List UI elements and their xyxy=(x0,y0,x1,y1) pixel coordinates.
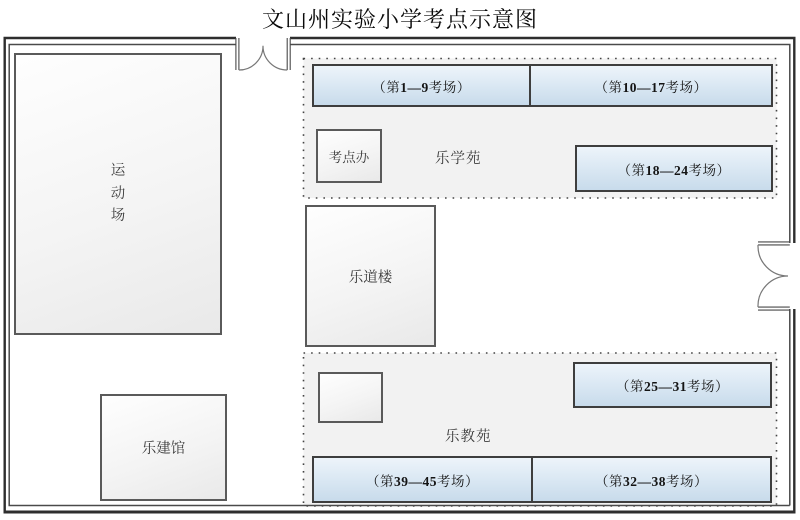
right-gate-lower-door-leaf xyxy=(758,307,790,310)
exam-rooms-39-45 xyxy=(312,456,533,503)
exam-rooms-25-31 xyxy=(573,362,772,408)
exam-rooms-18-24-label: （第18—24考场） xyxy=(617,162,731,178)
exam-rooms-32-38-label: （第32—38考场） xyxy=(595,473,708,489)
building-kaodian-office xyxy=(316,129,382,183)
building-lejian xyxy=(100,394,227,501)
building-ledao-label: 乐道楼 xyxy=(348,269,393,286)
right-gate-swing-arcs xyxy=(758,245,788,307)
building-small-unlabeled xyxy=(318,372,383,423)
top-gate-left-door-leaf xyxy=(236,38,239,70)
page-title: 文山州实验小学考点示意图 xyxy=(261,7,538,32)
building-sports-field-label: 运动场 xyxy=(110,163,126,225)
right-gate-upper-door-leaf xyxy=(758,242,790,245)
exam-rooms-25-31-label: （第25—31考场） xyxy=(616,379,729,394)
building-lejian-label: 乐建馆 xyxy=(141,441,186,457)
zone-lejiaoyuan-label: 乐教苑 xyxy=(445,429,492,445)
zone-lexueyuan-label: 乐学苑 xyxy=(435,151,482,167)
exam-rooms-18-24 xyxy=(575,145,773,192)
exam-rooms-10-17-label: （第10—17考场） xyxy=(594,79,708,95)
top-gate-right-door-leaf xyxy=(287,38,290,70)
building-sports-field xyxy=(14,53,222,335)
exam-rooms-39-45-label: （第39—45考场） xyxy=(366,473,479,489)
building-kaodian-office-label: 考点办 xyxy=(328,150,370,165)
top-gate-swing-arcs xyxy=(239,46,287,70)
exam-rooms-10-17 xyxy=(529,64,773,107)
exam-rooms-32-38 xyxy=(531,456,772,503)
exam-rooms-1-9-label: （第1—9考场） xyxy=(372,79,471,95)
exam-rooms-1-9 xyxy=(312,64,531,107)
building-ledao xyxy=(305,205,436,347)
